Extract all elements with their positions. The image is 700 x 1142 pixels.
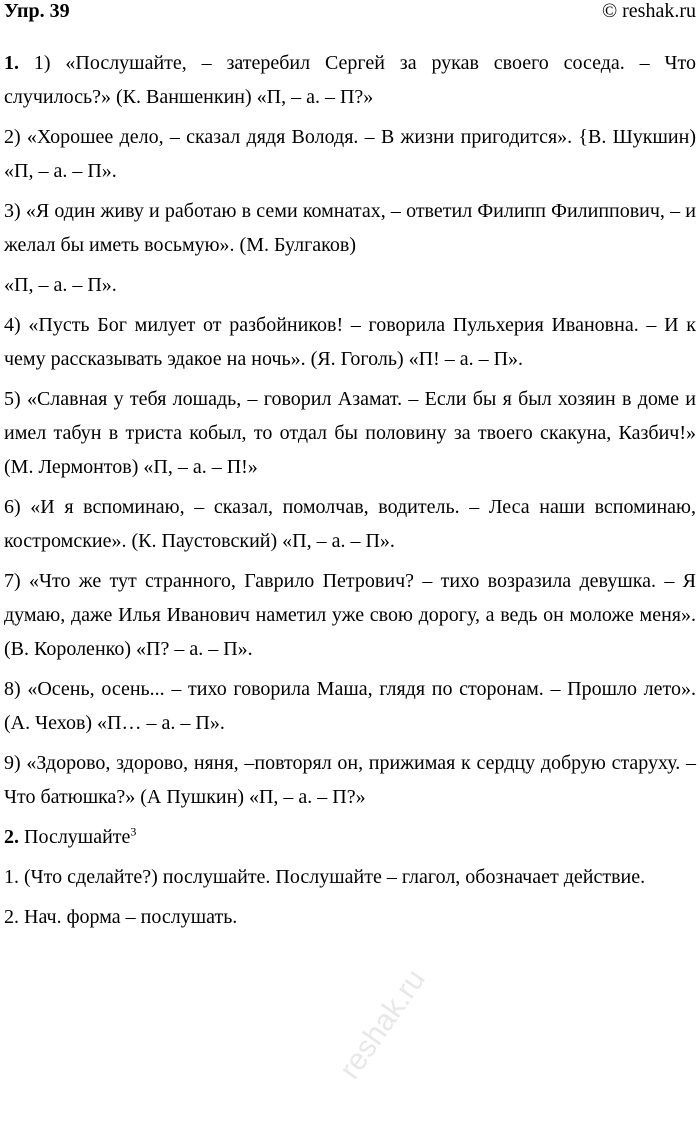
site-label: © reshak.ru xyxy=(601,0,696,22)
section1-item-7: 7) «Что же тут странного, Гаврило Петрович? – тихо возразила девушка. – Я думаю, даже Илья Иванович наметил уже свою дорогу, а ведь он моложе меня». (В. Короленко) «П? – а. – П». xyxy=(4,570,696,660)
exercise-title: Упр. 39 xyxy=(4,0,70,22)
watermark-image: reshak.ru xyxy=(333,963,432,1085)
section2-sup: 3 xyxy=(130,824,137,839)
section2-item-1: 1. (Что сделайте?) послушайте. Послушайте – глагол, обозначает действие. xyxy=(4,866,646,888)
section2-number: 2. xyxy=(4,826,19,848)
section1-item-5: 5) «Славная у тебя лошадь, – говорил Азамат. – Если бы я был хозяин в доме и имел табун в триста кобыл, то отдал бы половину за твоего скакуна, Казбич!» (М. Лермонтов) «П, – а. – П!» xyxy=(4,388,696,478)
section2-word: Послушайте xyxy=(24,826,131,848)
section2-heading xyxy=(4,820,696,854)
section1-item-8: 8) «Осень, осень... – тихо говорила Маша, глядя по сторонам. – Прошло лето». (А. Чехов) «П… – а. – П». xyxy=(4,678,696,734)
section1-item-6: 6) «И я вспоминаю, – сказал, помолчав, водитель. – Леса наши вспоминаю, костромские». (К. Паустовский) «П, – а. – П». xyxy=(4,496,696,552)
section1-item-9: 9) «Здорово, здорово, няня, –повторял он, прижимая к сердцу добрую старуху. – Что батюшка?» (А Пушкин) «П, – а. – П?» xyxy=(4,752,696,808)
header xyxy=(4,0,696,28)
section1-item-4: 4) «Пусть Бог милует от разбойников! – говорила Пульхерия Ивановна. – И к чему рассказывать эдакое на ночь». (Я. Гоголь) «П! – а. – П». xyxy=(4,314,696,370)
section1-item-1 xyxy=(4,46,696,114)
section1-item-3-scheme: «П, – а. – П». xyxy=(4,274,117,296)
section1-item-2: 2) «Хорошее дело, – сказал дядя Володя. – В жизни пригодится». {В. Шукшин) «П, – а. – П». xyxy=(4,126,696,182)
section1-number: 1. xyxy=(4,52,19,74)
section1-item-3: 3) «Я один живу и работаю в семи комнатах, – ответил Филипп Филиппович, – и желал бы иметь восьмую». (М. Булгаков) xyxy=(4,200,696,256)
item-text: 1) «Послушайте, – затеребил Сергей за рукав своего соседа. – Что случилось?» (К. Ваншенкин) «П, – а. – П?» xyxy=(4,52,696,108)
section2-item-2: 2. Нач. форма – послушать. xyxy=(4,906,238,928)
